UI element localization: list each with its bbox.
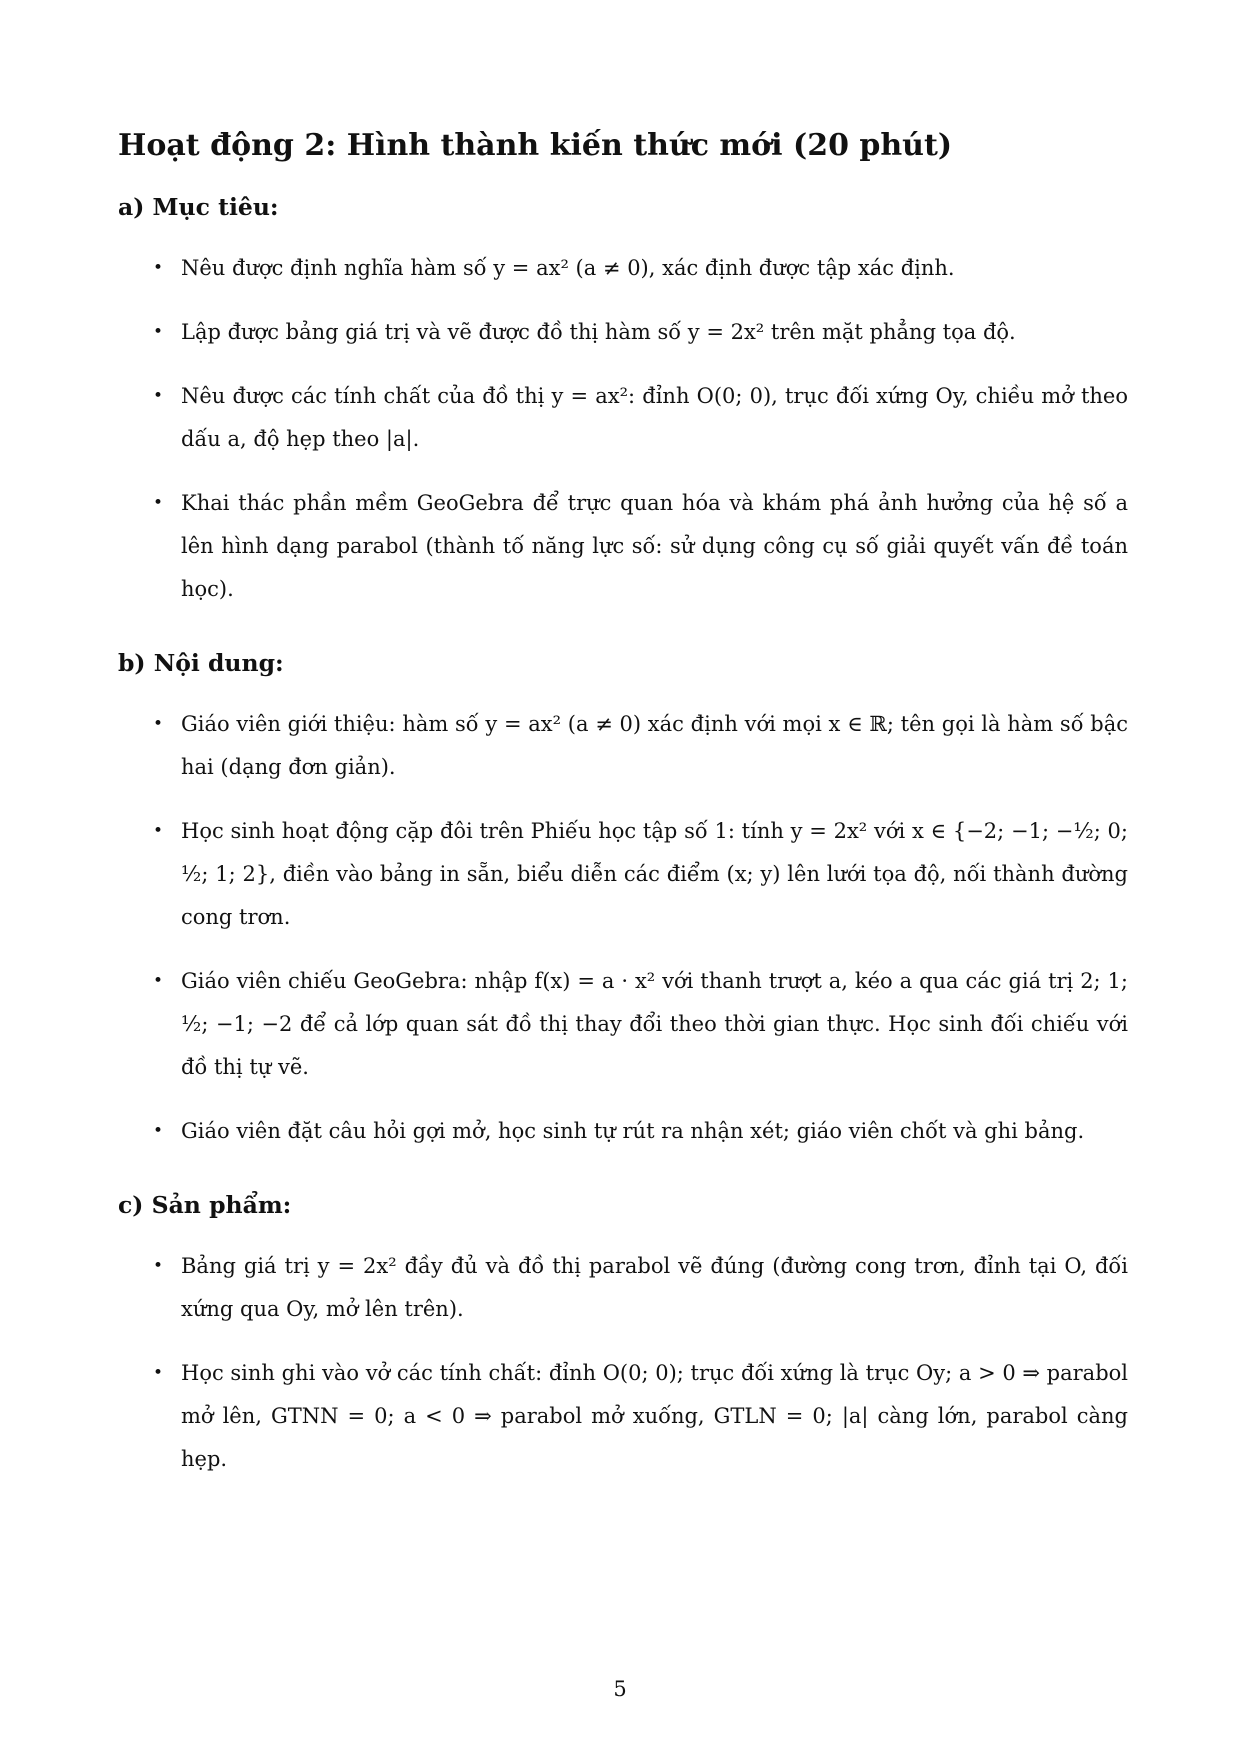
list-item: • Học sinh hoạt động cặp đôi trên Phiếu học tập số 1: tính y = 2x² với x ∈ {−2; −1; −½; 0; ½; 1; 2}, điền vào bảng in sẵn, biểu diễn các điểm (x; y) lên lưới tọa độ, nối thành đường cong trơn. [118,810,1128,939]
bullet-icon: • [153,258,164,278]
bullet-icon: • [153,821,164,841]
section-title-objectives: a) Mục tiêu: [118,193,279,221]
bullet-icon: • [153,322,164,342]
page-number: 5 [613,1677,627,1701]
activity-heading: Hoạt động 2: Hình thành kiến thức mới (20 phút) [118,128,953,163]
list-item: • Nêu được định nghĩa hàm số y = ax² (a ≠ 0), xác định được tập xác định. [118,247,1128,290]
list-item: • Giáo viên đặt câu hỏi gợi mở, học sinh tự rút ra nhận xét; giáo viên chốt và ghi bảng. [118,1110,1128,1153]
section-title-products: c) Sản phẩm: [118,1191,292,1219]
list-item: • Lập được bảng giá trị và vẽ được đồ thị hàm số y = 2x² trên mặt phẳng tọa độ. [118,311,1128,354]
bullet-icon: • [153,971,164,991]
bullet-icon: • [153,1121,164,1141]
bullet-icon: • [153,714,164,734]
section-title-content: b) Nội dung: [118,649,284,677]
document-page [118,128,1128,1519]
objectives-list [118,247,1128,611]
list-item: • Khai thác phần mềm GeoGebra để trực quan hóa và khám phá ảnh hưởng của hệ số a lên hình dạng parabol (thành tố năng lực số: sử dụng công cụ số giải quyết vấn đề toán học). [118,482,1128,611]
list-item: • Học sinh ghi vào vở các tính chất: đỉnh O(0; 0); trục đối xứng là trục Oy; a > 0 ⇒ parabol mở lên, GTNN = 0; a < 0 ⇒ parabol mở xuống, GTLN = 0; |a| càng lớn, parabol càng hẹp. [118,1352,1128,1481]
list-item: • Nêu được các tính chất của đồ thị y = ax²: đỉnh O(0; 0), trục đối xứng Oy, chiều mở theo dấu a, độ hẹp theo |a|. [118,375,1128,461]
bullet-icon: • [153,1256,164,1276]
bullet-icon: • [153,1363,164,1383]
list-item: • Bảng giá trị y = 2x² đầy đủ và đồ thị parabol vẽ đúng (đường cong trơn, đỉnh tại O, đối xứng qua Oy, mở lên trên). [118,1245,1128,1331]
list-item: • Giáo viên chiếu GeoGebra: nhập f(x) = a · x² với thanh trượt a, kéo a qua các giá trị 2; 1; ½; −1; −2 để cả lớp quan sát đồ thị thay đổi theo thời gian thực. Học sinh đối chiếu với đồ thị tự vẽ. [118,960,1128,1089]
products-list [118,1245,1128,1481]
list-item: • Giáo viên giới thiệu: hàm số y = ax² (a ≠ 0) xác định với mọi x ∈ ℝ; tên gọi là hàm số bậc hai (dạng đơn giản). [118,703,1128,789]
bullet-icon: • [153,386,164,406]
bullet-icon: • [153,493,164,513]
content-list [118,703,1128,1153]
